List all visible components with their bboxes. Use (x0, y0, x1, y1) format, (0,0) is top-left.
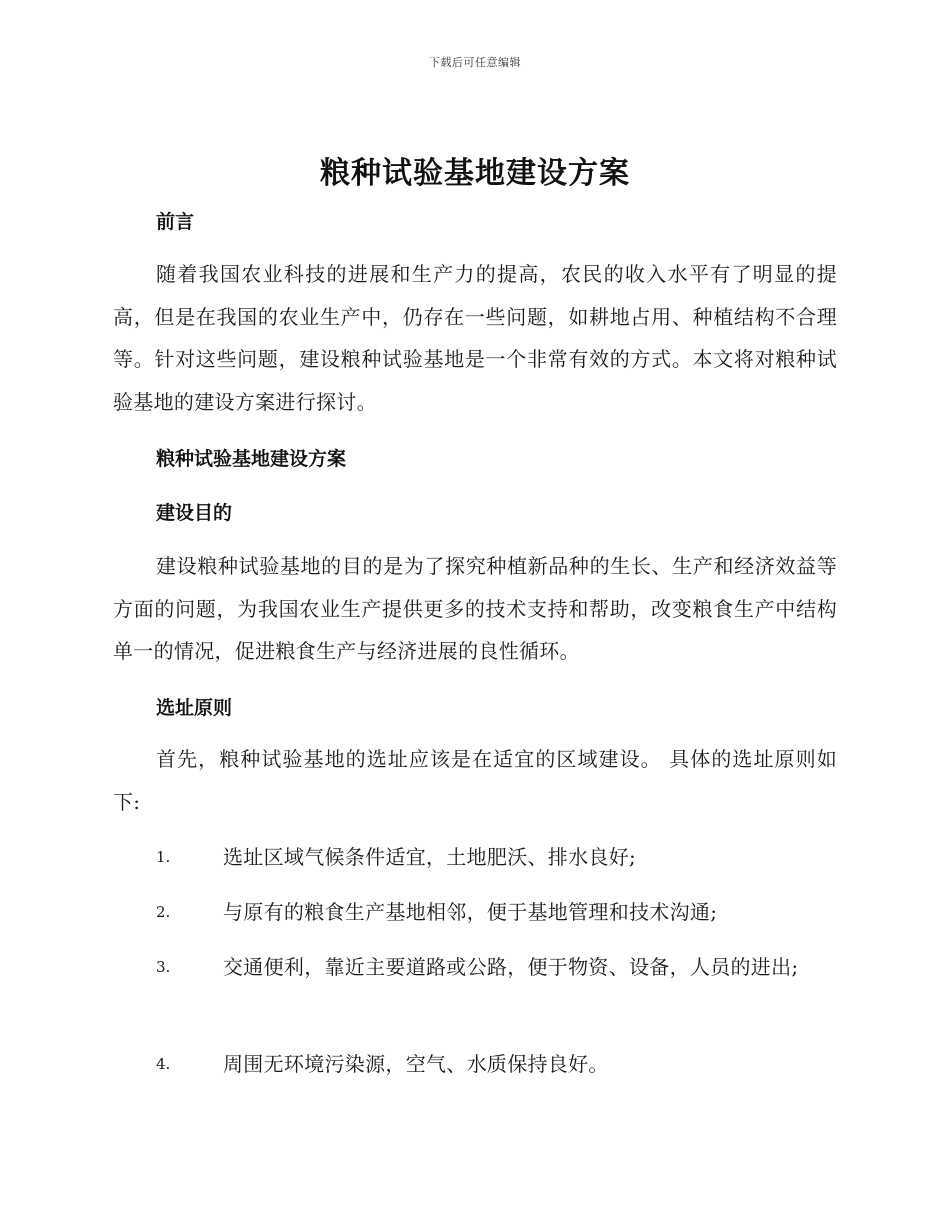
heading-purpose: 建设目的 (156, 502, 233, 524)
list-item-text: 交通便利，靠近主要道路或公路，便于物资、设备，人员的进出; (223, 955, 799, 979)
list-item (113, 1043, 837, 1086)
list-item (113, 891, 837, 934)
list-item-number: 4. (156, 1055, 171, 1073)
list-item-text: 周围无环境污染源，空气、水质保持良好。 (223, 1052, 609, 1076)
list-item (113, 836, 837, 879)
paragraph-site-intro: 首先，粮种试验基地的选址应该是在适宜的区域建设。 具体的选址原则如下: (113, 747, 837, 814)
list-item-text: 与原有的粮食生产基地相邻，便于基地管理和技术沟通; (223, 900, 718, 924)
paragraph-preface: 随着我国农业科技的进展和生产力的提高，农民的收入水平有了明显的提高，但是在我国的农业生产中，仍存在一些问题，如耕地占用、种植结构不合理等。针对这些问题，建设粮种试验基地是一个非常有效的方式。本文将对粮种试验基地的建设方案进行探讨。 (113, 262, 837, 414)
document-title: 粮种试验基地建设方案 (320, 156, 630, 191)
heading-plan: 粮种试验基地建设方案 (156, 448, 347, 470)
heading-preface: 前言 (156, 211, 195, 233)
heading-site: 选址原则 (156, 697, 233, 719)
paragraph-purpose: 建设粮种试验基地的目的是为了探究种植新品种的生长、生产和经济效益等方面的问题，为我国农业生产提供更多的技术支持和帮助，改变粮食生产中结构单一的情况，促进粮食生产与经济进展的良性循环。 (113, 554, 837, 663)
list-item-number: 1. (156, 848, 171, 866)
list-item (113, 946, 837, 989)
list-item-number: 3. (156, 958, 171, 976)
list-item-number: 2. (156, 903, 171, 921)
list-item-text: 选址区域气候条件适宜，土地肥沃、排水良好; (223, 845, 637, 869)
header-note: 下载后可任意编辑 (429, 56, 521, 69)
